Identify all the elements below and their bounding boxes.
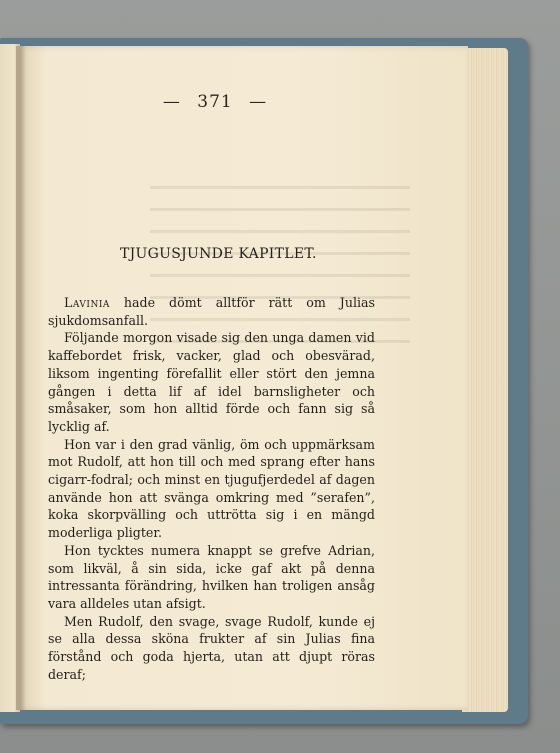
dash-left: — [162,92,181,112]
paragraph [48,436,375,542]
page-number [160,92,270,112]
paragraph [48,294,375,329]
page-edges [462,48,508,712]
paragraph-lead: Lavinia [64,295,110,310]
paragraph [48,329,375,435]
paragraph-text: Hon tycktes numera knappt se grefve Adrian, som likväl, å sin sida, icke gaf akt på denna intressanta förändring, hvilken han troligen ansåg vara alldeles utan afsigt. [48,542,375,611]
paragraph-text: Följande morgon visade sig den unga damen vid kaffebordet frisk, vacker, glad och obesvärad, liksom ingenting förefallit eller stört den jemna gången i detta lif af idel barnsligheter och småsaker, som hon alltid förde och fann sig så lycklig af. [48,330,375,434]
paragraph-text: Men Rudolf, den svage, svage Rudolf, kunde ej se alla dessa sköna frukter af sin Julias fina förstånd och goda hjerta, utan att djupt röras deraf; [48,613,375,682]
chapter-title: TJUGUSJUNDE KAPITLET. [120,246,317,262]
page-number-value: 371 [197,92,233,112]
paragraph [48,613,375,684]
spine-shadow [16,46,26,710]
dash-right: — [249,92,268,112]
paragraph-text: hade dömt alltför rätt om Julias sjukdomsanfall. [48,295,375,328]
paragraph-text: Hon var i den grad vänlig, öm och uppmärksam mot Rudolf, att hon till och med sprang efter hans cigarr-fodral; och minst en tjugufjerdedel af dagen använde hon att svänga omkring med ”serafen”, koka skorpvälling och uttrötta sig i en mängd moderliga pligter. [48,436,375,541]
body-text [48,294,375,683]
paragraph [48,542,375,613]
